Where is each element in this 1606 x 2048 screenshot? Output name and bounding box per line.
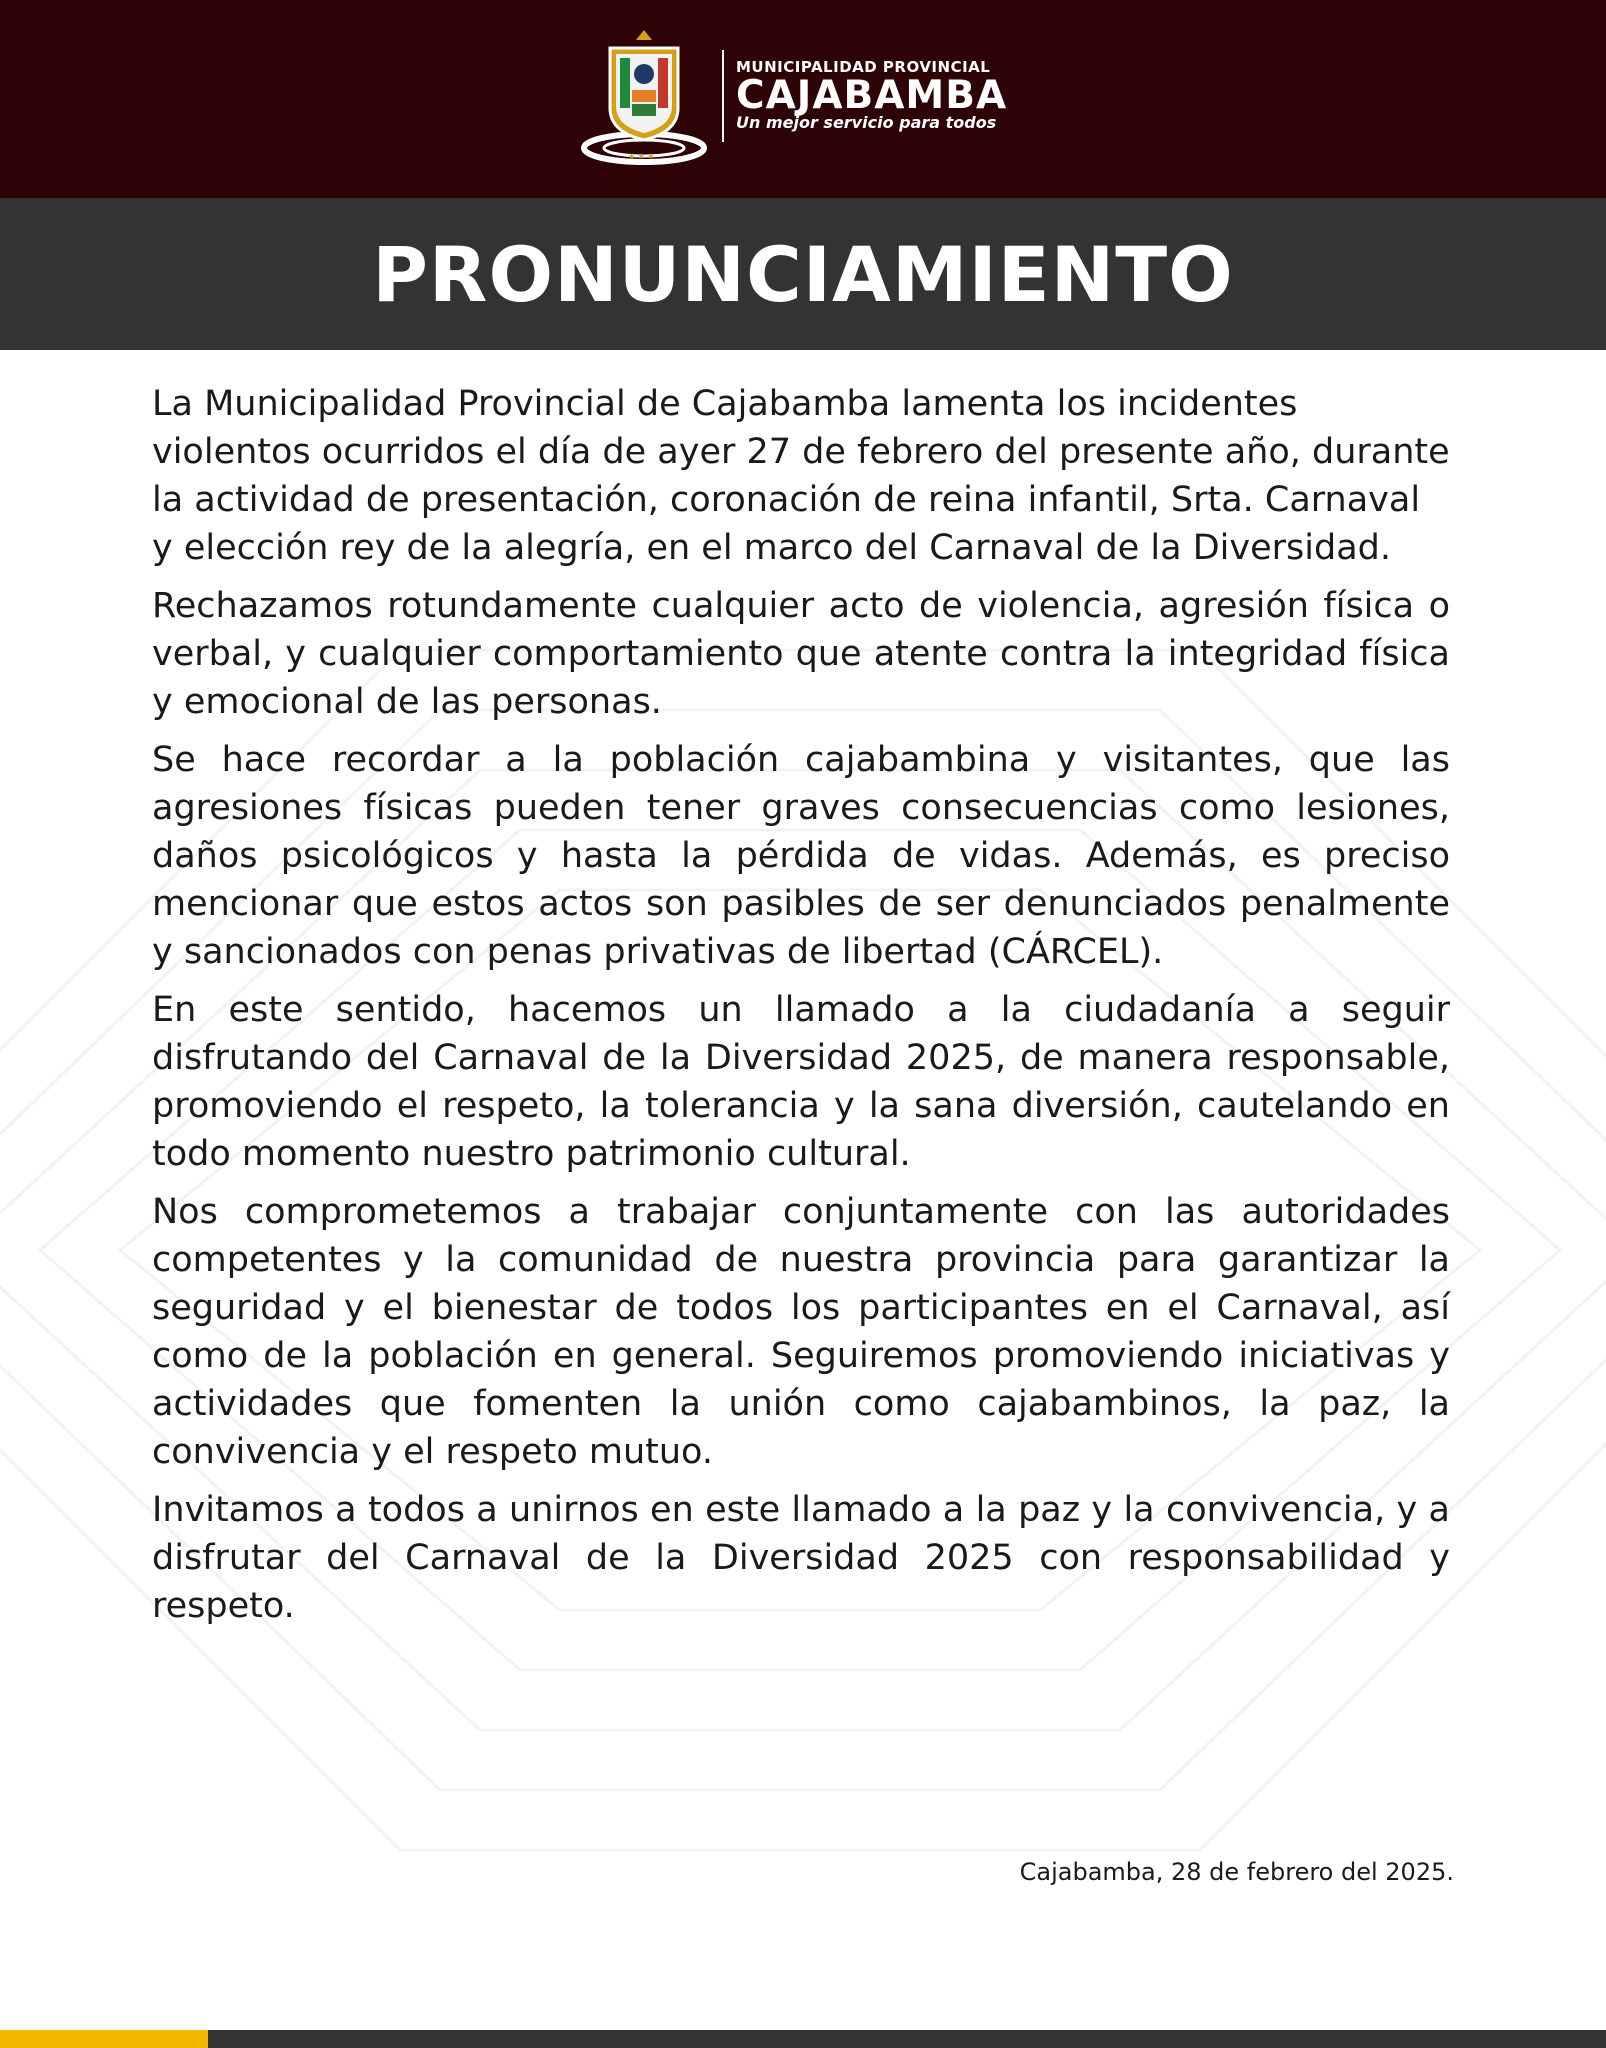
paragraph-5: Nos comprometemos a trabajar conjuntamente con las autoridades competentes y la comunidad de nuestra provincia para garantizar la seguridad y el bienestar de todos los participantes en el Carnaval, así como de la población en general. Seguiremos promoviendo iniciativas y actividades que fomenten la unión como cajabambinos, la paz, la convivencia y el respeto mutuo.	[152, 1192, 1450, 1472]
logo-subtitle: MUNICIPALIDAD PROVINCIAL	[736, 58, 991, 76]
footer-accent-bar	[0, 2030, 208, 2048]
paragraph-4: En este sentido, hacemos un llamado a la ciudadanía a seguir disfrutando del Carnaval de la Diversidad 2025, de manera responsable, promoviendo el respeto, la tolerancia y la sana diversión, cautelando en todo momento nuestro patrimonio cultural.	[152, 990, 1450, 1174]
logo-slogan: Un mejor servicio para todos	[736, 113, 997, 132]
coat-of-arms-icon	[580, 28, 718, 166]
footer-bar	[208, 2030, 1606, 2048]
paragraph-6: Invitamos a todos a unirnos en este llamado a la paz y la convivencia, y a disfrutar del Carnaval de la Diversidad 2025 con responsabilidad y respeto.	[152, 1490, 1450, 1626]
title-bar	[0, 198, 1606, 350]
statement-body	[152, 380, 1450, 1640]
header-banner	[0, 0, 1606, 198]
paragraph-2: Rechazamos rotundamente cualquier acto de violencia, agresión física o verbal, y cualquier comportamiento que atente contra la integridad física y emocional de las personas.	[152, 586, 1450, 722]
paragraph-1: La Municipalidad Provincial de Cajabamba lamenta los incidentes violentos ocurridos el día de ayer 27 de febrero del presente año, durante la actividad de presentación, coronación de reina infantil, Srta. Carnaval y elección rey de la alegría, en el marco del Carnaval de la Diversidad.	[152, 384, 1450, 568]
paragraph-3: Se hace recordar a la población cajabambina y visitantes, que las agresiones físicas pueden tener graves consecuencias como lesiones, daños psicológicos y hasta la pérdida de vidas. Además, es preciso mencionar que estos actos son pasibles de ser denunciados penalmente y sancionados con penas privativas de libertad (CÁRCEL).	[152, 740, 1450, 972]
svg-text:★ ★ ★: ★ ★ ★	[628, 152, 655, 161]
logo-divider	[722, 50, 724, 142]
logo-name: CAJABAMBA	[736, 73, 1008, 118]
page-title: PRONUNCIAMIENTO	[372, 229, 1234, 319]
logo-text	[736, 58, 1036, 132]
date-line: Cajabamba, 28 de febrero del 2025.	[1019, 1858, 1454, 1886]
municipality-logo	[580, 28, 1040, 168]
